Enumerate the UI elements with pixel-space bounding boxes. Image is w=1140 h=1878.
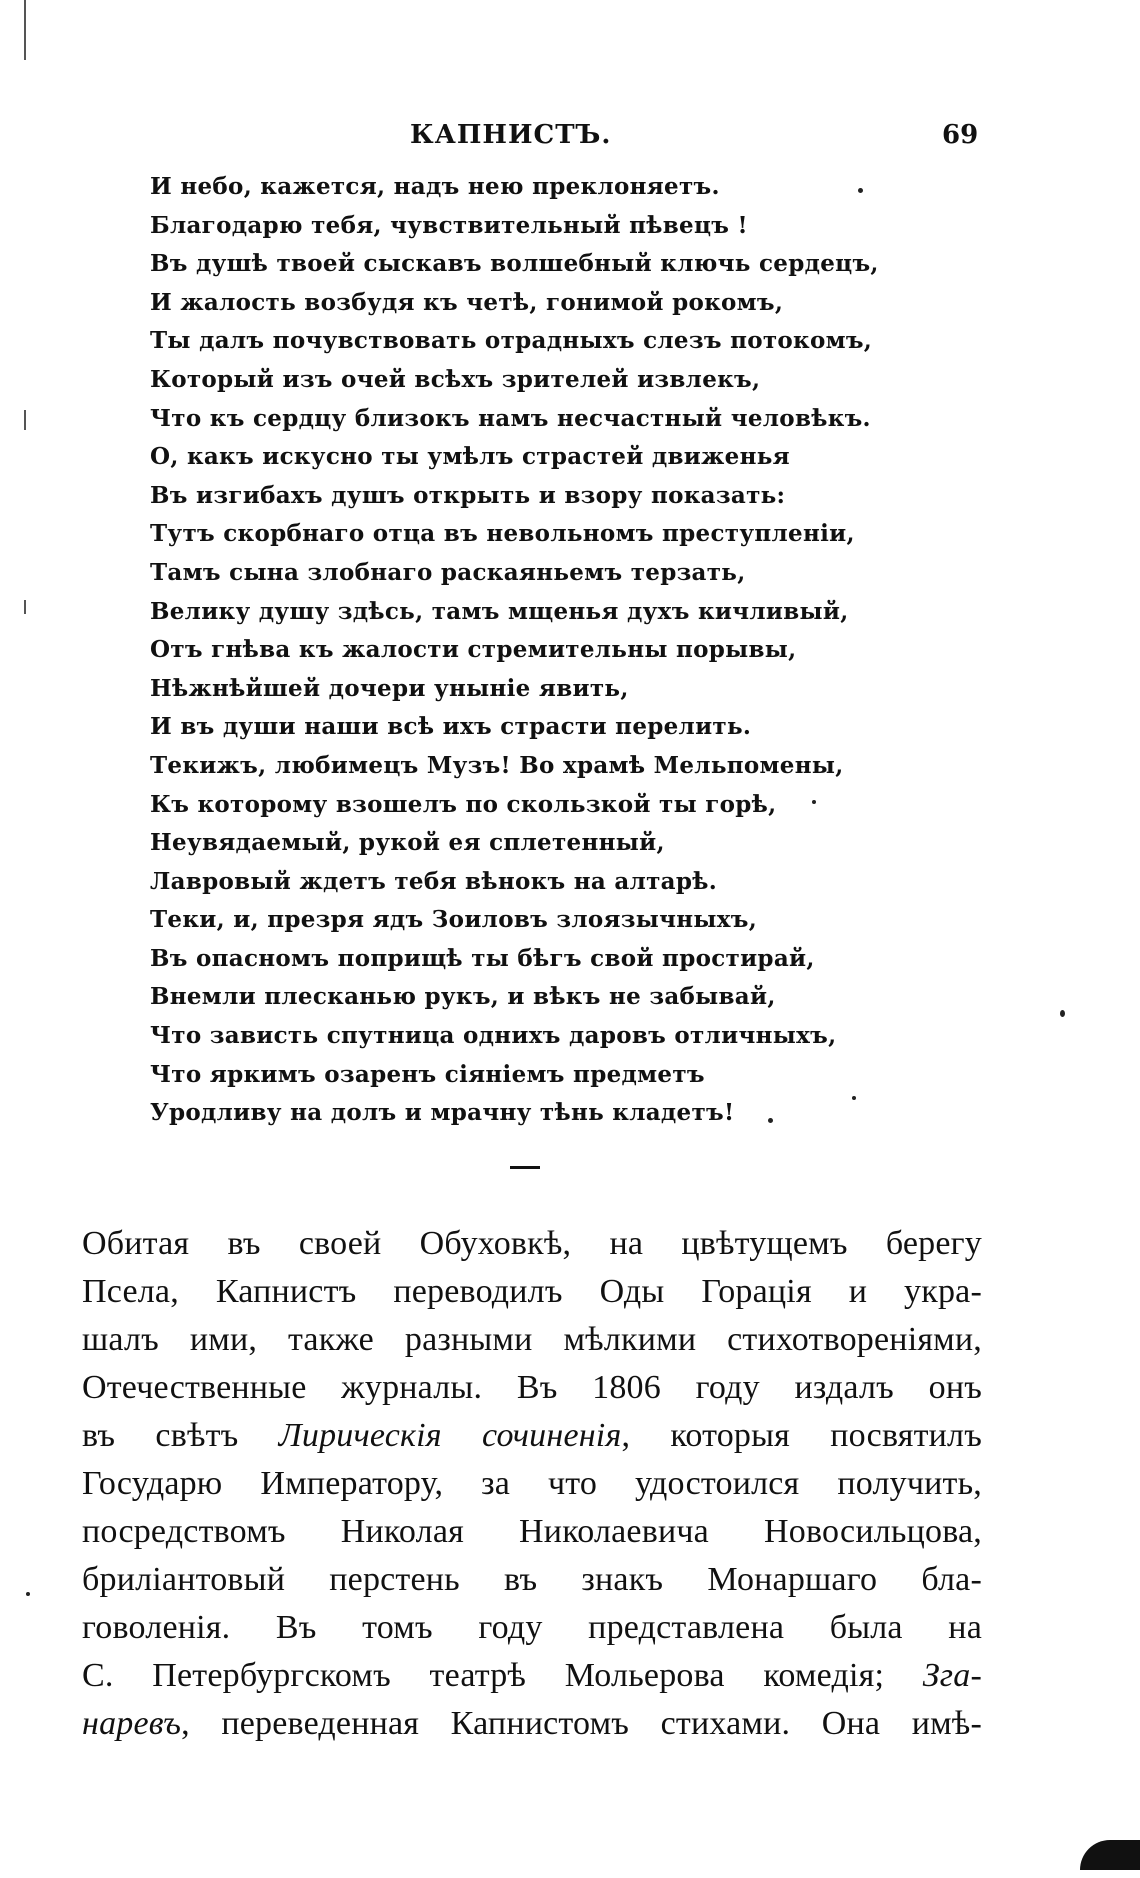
- poem-line: Ты далъ почувствовать отрадныхъ слезъ потокомъ,: [150, 327, 873, 355]
- poem-line: И жалость возбудя къ четѣ, гонимой рокомъ,: [150, 288, 784, 316]
- poem-line: Тамъ сына злобнаго раскаяньемъ терзать,: [150, 558, 746, 586]
- poem-line: Неувядаемый, рукой ея сплетенный,: [150, 829, 665, 857]
- poem-line: Тутъ скорбнаго отца въ невольномъ преступленіи,: [150, 520, 855, 548]
- poem-line: Который изъ очей всѣхъ зрителей извлекъ,: [150, 365, 761, 393]
- prose-line: шалъ ими, также разными мѣлкими стихотвореніями,: [82, 1321, 982, 1358]
- scan-speck: [26, 1592, 30, 1596]
- poem-line: Въ опасномъ поприщѣ ты бѣгъ свой простирай,: [150, 944, 815, 972]
- poem-line: Къ которому взошелъ по скользкой ты горѣ,: [150, 790, 777, 818]
- poem-line: Что къ сердцу близокъ намъ несчастный человѣкъ.: [150, 404, 871, 432]
- scan-speck: [852, 1096, 856, 1100]
- prose-line: говоленія. Въ томъ году представлена была на: [82, 1609, 982, 1646]
- poem-line: Велику душу здѣсь, тамъ мщенья духъ кичливый,: [150, 597, 849, 625]
- prose-line: бриліантовый перстень въ знакъ Монаршаго бла-: [82, 1561, 982, 1598]
- poem-line: Внемли плесканью рукъ, и вѣкъ не забывай,: [150, 983, 776, 1011]
- poem-line: Въ изгибахъ душъ открыть и взору показать:: [150, 481, 786, 509]
- prose-line: Государю Императору, за что удостоился получить,: [82, 1465, 982, 1502]
- poem-line: Благодарю тебя, чувствительный пѣвецъ !: [150, 211, 748, 239]
- scan-edge-mark: [24, 600, 26, 614]
- prose-line: [82, 1700, 982, 1748]
- poem-line: Уродливу на долъ и мрачну тѣнь кладетъ!: [150, 1099, 735, 1127]
- italic-title: Зга-: [922, 1657, 982, 1694]
- prose-paragraph: [82, 1220, 982, 1748]
- prose-line: [82, 1412, 982, 1460]
- poem-line: Что зависть спутница однихъ даровъ отличныхъ,: [150, 1022, 837, 1050]
- poem-line: Теки, и, презря ядъ Зоиловъ злоязычныхъ,: [150, 906, 758, 934]
- prose-line: посредствомъ Николая Николаевича Новосильцова,: [82, 1513, 982, 1550]
- prose-text: въ свѣтъ: [82, 1417, 279, 1454]
- poem-line: Лавровый ждетъ тебя вѣнокъ на алтарѣ.: [150, 867, 718, 895]
- prose-line: Псела, Капнистъ переводилъ Оды Горація и укра-: [82, 1273, 982, 1310]
- section-divider: [510, 1166, 540, 1169]
- scan-speck: [768, 1118, 773, 1123]
- scan-speck: [1060, 1010, 1065, 1017]
- scan-edge-mark: [24, 410, 26, 430]
- poem-line: Нѣжнѣйшей дочери уныніе явить,: [150, 674, 629, 702]
- prose-line: Обитая въ своей Обуховкѣ, на цвѣтущемъ берегу: [82, 1225, 982, 1262]
- page-number: 69: [942, 120, 979, 150]
- italic-title: Лирическія сочиненія: [278, 1417, 622, 1454]
- scan-speck: [812, 800, 816, 804]
- scan-speck: [858, 188, 863, 193]
- prose-line: Отечественные журналы. Въ 1806 году издалъ онъ: [82, 1369, 982, 1406]
- prose-line: [82, 1652, 982, 1700]
- running-head: КАПНИСТЪ.: [410, 120, 612, 150]
- scan-thumb-shadow: [1080, 1840, 1140, 1870]
- italic-title: наревъ: [82, 1705, 182, 1742]
- poem-line: И небо, кажется, надъ нею преклоняетъ.: [150, 173, 720, 200]
- prose-text: С. Петербургскомъ театрѣ Мольерова комедія;: [82, 1657, 923, 1694]
- poem-block: [150, 168, 910, 1133]
- poem-line: Что яркимъ озаренъ сіяніемъ предметъ: [150, 1060, 705, 1088]
- poem-line: Текижъ, любимецъ Музъ! Во храмѣ Мельпомены,: [150, 751, 844, 779]
- poem-line: И въ души наши всѣ ихъ страсти перелить.: [150, 713, 752, 741]
- prose-text: , переведенная Капнистомъ стихами. Она имѣ-: [181, 1705, 982, 1742]
- scan-edge-mark: [24, 0, 26, 60]
- poem-line: О, какъ искусно ты умѣлъ страстей движенья: [150, 443, 790, 471]
- poem-line: Отъ гнѣва къ жалости стремительны порывы,: [150, 636, 797, 664]
- prose-text: , которыя посвятилъ: [621, 1417, 983, 1454]
- poem-line: Въ душѣ твоей сыскавъ волшебный ключь сердецъ,: [150, 250, 879, 278]
